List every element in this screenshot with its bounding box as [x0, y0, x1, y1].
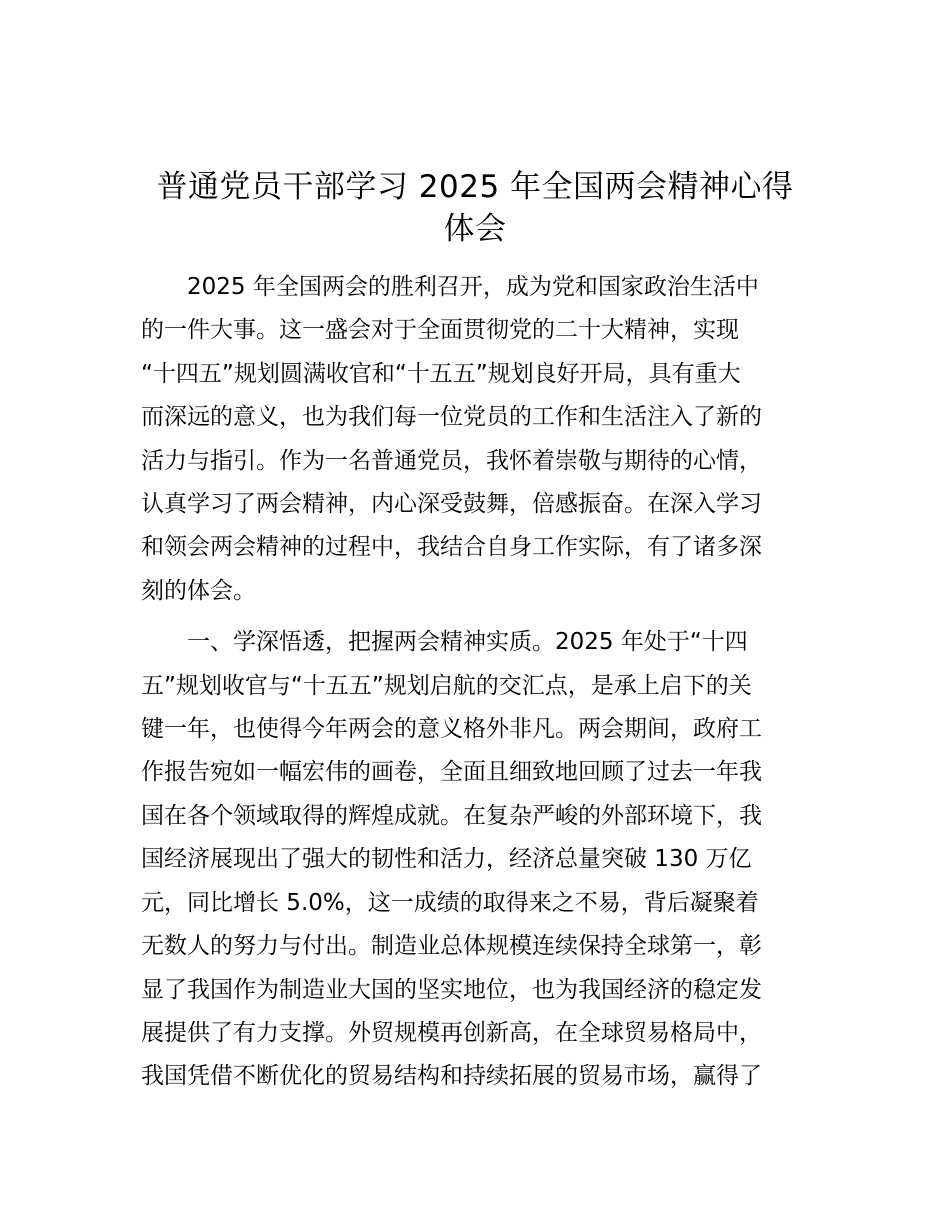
- paragraph-line: 2025 年全国两会的胜利召开，成为党和国家政治生活中: [187, 274, 759, 300]
- document-body: [141, 266, 813, 1107]
- paragraph-line: 一、学深悟透，把握两会精神实质。2025 年处于“十四: [187, 629, 748, 656]
- paragraph-section-1: [141, 621, 813, 1098]
- paragraph-line: 我国凭借不断优化的贸易结构和持续拓展的贸易市场，赢得了: [141, 1063, 762, 1090]
- paragraph-line: 无数人的努力与付出。制造业总体规模连续保持全球第一，彰: [141, 933, 762, 960]
- paragraph-line: 展提供了有力支撑。外贸规模再创新高，在全球贸易格局中，: [141, 1019, 762, 1046]
- paragraph-line: 和领会两会精神的过程中，我结合自身工作实际，有了诸多深: [141, 534, 762, 561]
- paragraph-line: 活力与指引。作为一名普通党员，我怀着崇敬与期待的心情，: [141, 447, 762, 474]
- paragraph-line: 认真学习了两会精神，内心深受鼓舞，倍感振奋。在深入学习: [141, 491, 762, 518]
- paragraph-line: “十四五”规划圆满收官和“十五五”规划良好开局，具有重大: [141, 360, 741, 387]
- paragraph-line: 键一年，也使得今年两会的意义格外非凡。两会期间，政府工: [141, 716, 762, 743]
- paragraph-line: 刻的体会。: [141, 577, 256, 604]
- paragraph-line: 的一件大事。这一盛会对于全面贯彻党的二十大精神，实现: [141, 317, 739, 344]
- paragraph-line: 五”规划收官与“十五五”规划启航的交汇点，是承上启下的关: [141, 672, 752, 699]
- title-line-2: 体会: [443, 211, 507, 247]
- paragraph-line: 显了我国作为制造业大国的坚实地位，也为我国经济的稳定发: [141, 976, 762, 1003]
- document-title: [140, 166, 810, 250]
- paragraph-line: 而深远的意义，也为我们每一位党员的工作和生活注入了新的: [141, 404, 762, 431]
- paragraph-line: 国在各个领域取得的辉煌成就。在复杂严峻的外部环境下，我: [141, 802, 762, 829]
- paragraph-line: 国经济展现出了强大的韧性和活力，经济总量突破 130 万亿: [141, 846, 752, 873]
- paragraph-line: 元，同比增长 5.0%，这一成绩的取得来之不易，背后凝聚着: [141, 889, 759, 916]
- title-line-1: 普通党员干部学习 2025 年全国两会精神心得: [156, 169, 794, 205]
- paragraph-line: 作报告宛如一幅宏伟的画卷，全面且细致地回顾了过去一年我: [141, 759, 762, 786]
- paragraph-intro: [141, 266, 813, 613]
